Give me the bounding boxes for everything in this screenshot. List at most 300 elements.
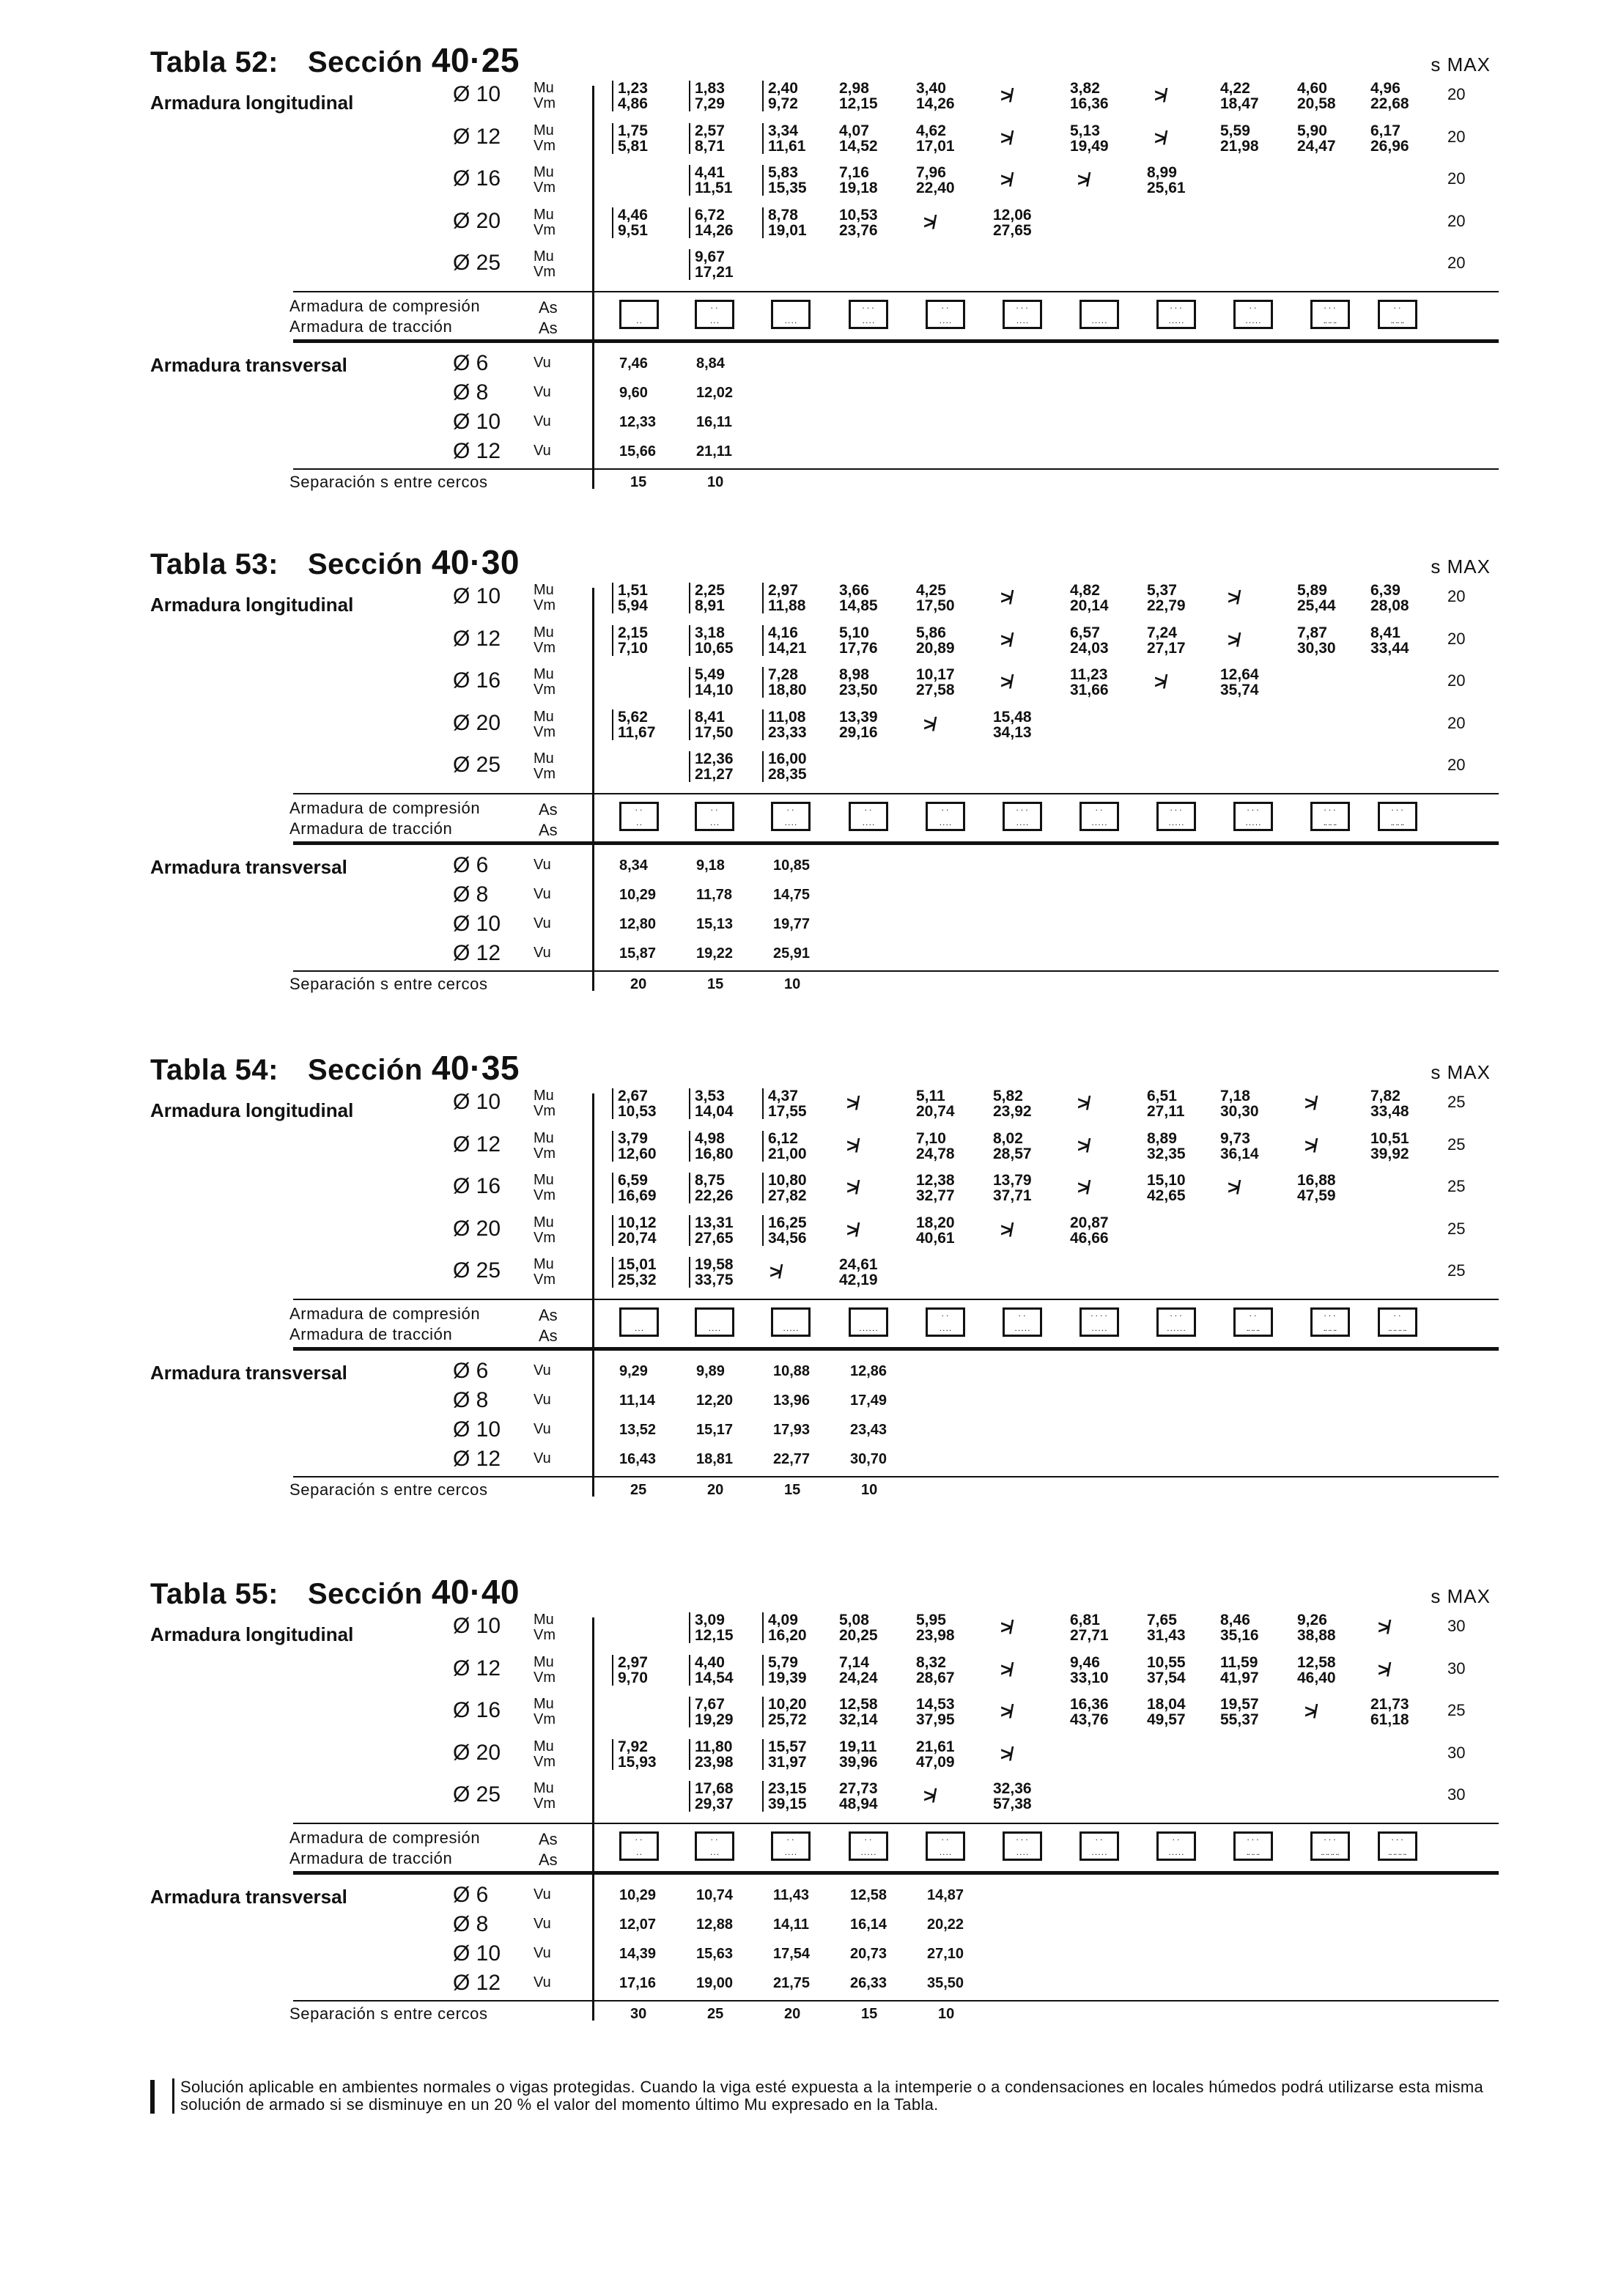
diameter-label: Ø 10 bbox=[453, 82, 501, 106]
moment-cell bbox=[1147, 583, 1223, 613]
moment-cell bbox=[612, 1088, 694, 1119]
moment-cell bbox=[612, 583, 694, 613]
bottom-bars: . . . . bbox=[940, 1851, 951, 1856]
separation-value: 25 bbox=[630, 1482, 647, 1498]
vm-value: 17,50 bbox=[916, 597, 955, 614]
moment-cell bbox=[916, 1131, 992, 1162]
vm-label: Vm bbox=[534, 766, 556, 782]
vm-value: 27,17 bbox=[1147, 640, 1186, 657]
section-diagram bbox=[695, 802, 734, 831]
vm-value: 20,74 bbox=[618, 1230, 657, 1247]
mu-value: 11,08 bbox=[768, 709, 806, 726]
diameter-label: Ø 10 bbox=[453, 1417, 501, 1442]
section-diagram bbox=[1003, 1307, 1042, 1337]
moment-cell bbox=[689, 1781, 771, 1812]
vm-value: 19,39 bbox=[768, 1670, 807, 1686]
mu-vm-label bbox=[534, 1215, 556, 1246]
shear-value: 17,93 bbox=[773, 1422, 811, 1438]
not-greater-than-sign: ≯ bbox=[1000, 671, 1012, 693]
as-label: As bbox=[539, 1851, 558, 1869]
separation-value: 30 bbox=[630, 2006, 647, 2022]
mu-label: Mu bbox=[534, 709, 554, 725]
vm-label: Vm bbox=[534, 724, 556, 740]
mu-value: 21,73 bbox=[1370, 1696, 1409, 1713]
section-diagram bbox=[1310, 1831, 1350, 1861]
vm-value: 35,74 bbox=[1220, 682, 1259, 698]
mu-value: 2,97 bbox=[768, 582, 798, 599]
bottom-bars: . . . . . bbox=[1245, 319, 1261, 325]
table-label: Tabla 53: bbox=[150, 548, 278, 580]
moment-cell bbox=[762, 625, 844, 656]
not-greater-than-sign: ≯ bbox=[1000, 84, 1012, 106]
separation-value: 20 bbox=[784, 2006, 801, 2022]
top-bars: . . bbox=[1019, 1311, 1026, 1318]
vm-value: 25,61 bbox=[1147, 180, 1186, 196]
section-diagram bbox=[1233, 802, 1273, 831]
moment-cell bbox=[839, 709, 915, 740]
top-bars: . . . bbox=[1170, 303, 1183, 310]
table-title bbox=[150, 542, 520, 582]
as-label: As bbox=[539, 298, 558, 317]
moment-cell bbox=[689, 1131, 771, 1162]
vu-label: Vu bbox=[534, 1450, 551, 1466]
moment-cell bbox=[1147, 1697, 1223, 1727]
mu-value: 7,16 bbox=[839, 164, 869, 181]
moment-cell bbox=[1147, 1131, 1223, 1162]
diameter-label: Ø 12 bbox=[453, 1656, 501, 1680]
separation-value: 20 bbox=[630, 976, 647, 992]
moment-cell bbox=[689, 1173, 771, 1203]
moment-cell bbox=[612, 625, 694, 656]
mu-value: 4,25 bbox=[916, 582, 946, 599]
mu-value: 23,15 bbox=[768, 1780, 807, 1797]
shear-value: 14,87 bbox=[927, 1887, 964, 1903]
bottom-bars: . . . . . bbox=[1091, 1327, 1107, 1332]
armadura-longitudinal-label: Armadura longitudinal bbox=[150, 1099, 354, 1121]
mu-label: Mu bbox=[534, 122, 554, 139]
vm-label: Vm bbox=[534, 1103, 556, 1119]
moment-cell bbox=[839, 1697, 915, 1727]
vm-value: 23,50 bbox=[839, 682, 878, 698]
moment-cell bbox=[612, 81, 694, 111]
mu-value: 10,53 bbox=[839, 207, 878, 224]
shear-value: 14,39 bbox=[619, 1946, 657, 1962]
top-bars: . . . bbox=[1324, 1835, 1337, 1842]
moment-cell bbox=[839, 81, 915, 111]
armadura-traccion-label: Armadura de tracción bbox=[289, 317, 453, 336]
section-diagram bbox=[1378, 1831, 1417, 1861]
mu-value: 12,06 bbox=[993, 207, 1032, 224]
shear-value: 19,00 bbox=[696, 1975, 734, 1991]
vm-value: 14,54 bbox=[695, 1670, 734, 1686]
bottom-bars: . . . . . bbox=[1014, 1327, 1030, 1332]
vu-label: Vu bbox=[534, 915, 551, 931]
section-diagram bbox=[1233, 1831, 1273, 1861]
mu-value: 7,92 bbox=[618, 1738, 648, 1755]
bottom-bars: .. .. .. bbox=[1391, 319, 1404, 325]
mu-value: 11,59 bbox=[1220, 1654, 1258, 1671]
mu-value: 11,80 bbox=[695, 1738, 733, 1755]
moment-cell bbox=[1070, 625, 1146, 656]
smax-value: 20 bbox=[1447, 85, 1466, 103]
moment-cell bbox=[1147, 1655, 1223, 1686]
moment-cell bbox=[689, 1739, 771, 1770]
vm-label: Vm bbox=[534, 1187, 556, 1203]
section-diagram bbox=[849, 1307, 888, 1337]
mu-value: 5,79 bbox=[768, 1654, 798, 1671]
moment-cell bbox=[916, 625, 992, 656]
section-diagram bbox=[1156, 300, 1196, 329]
mu-label: Mu bbox=[534, 1130, 554, 1146]
vm-value: 38,88 bbox=[1297, 1627, 1336, 1644]
vm-label: Vm bbox=[534, 1230, 556, 1246]
moment-cell bbox=[612, 1131, 694, 1162]
smax-value: 25 bbox=[1447, 1701, 1466, 1719]
moment-cell bbox=[916, 583, 992, 613]
bottom-bars: . . . . . bbox=[783, 1327, 798, 1332]
mu-value: 5,95 bbox=[916, 1612, 946, 1628]
shear-value: 8,34 bbox=[619, 857, 648, 874]
mu-vm-label bbox=[534, 751, 556, 782]
vm-value: 12,15 bbox=[839, 95, 878, 112]
armadura-traccion-label: Armadura de tracción bbox=[289, 1325, 453, 1343]
vm-value: 9,70 bbox=[618, 1670, 648, 1686]
moment-cell bbox=[762, 1739, 844, 1770]
vm-value: 34,56 bbox=[768, 1230, 807, 1247]
vm-value: 30,30 bbox=[1297, 640, 1336, 657]
moment-cell bbox=[916, 123, 992, 154]
moment-cell bbox=[689, 207, 771, 238]
table-label: Tabla 52: bbox=[150, 46, 278, 78]
not-greater-than-sign: ≯ bbox=[1077, 169, 1089, 191]
diameter-label: Ø 25 bbox=[453, 1782, 501, 1807]
vm-value: 42,19 bbox=[839, 1272, 878, 1288]
vm-value: 22,40 bbox=[916, 180, 955, 196]
mu-value: 12,36 bbox=[695, 750, 734, 767]
not-greater-than-sign: ≯ bbox=[1228, 586, 1239, 608]
separation-value: 15 bbox=[784, 1482, 801, 1498]
vm-value: 28,08 bbox=[1370, 597, 1409, 614]
vm-label: Vm bbox=[534, 1796, 556, 1812]
vm-label: Vm bbox=[534, 1670, 556, 1686]
moment-cell bbox=[762, 583, 844, 613]
smax-value: 25 bbox=[1447, 1261, 1466, 1280]
top-bars: . . . bbox=[1247, 805, 1260, 812]
top-bars: . . bbox=[1096, 805, 1103, 812]
vu-label: Vu bbox=[534, 1362, 551, 1379]
not-greater-than-sign: ≯ bbox=[1000, 586, 1012, 608]
section-diagram bbox=[1079, 300, 1119, 329]
vu-label: Vu bbox=[534, 1392, 551, 1408]
top-bars: . . bbox=[1394, 1311, 1401, 1318]
moment-cell bbox=[916, 1697, 992, 1727]
section-dimensions: 40·30 bbox=[431, 543, 520, 581]
section-diagram bbox=[926, 1307, 965, 1337]
vu-label: Vu bbox=[534, 355, 551, 371]
moment-cell bbox=[839, 1257, 915, 1288]
top-bars: . . bbox=[1394, 303, 1401, 310]
moment-cell bbox=[1297, 1173, 1373, 1203]
mu-value: 6,39 bbox=[1370, 582, 1400, 599]
vm-value: 11,51 bbox=[695, 180, 733, 196]
diameter-label: Ø 10 bbox=[453, 1941, 501, 1966]
section-diagram bbox=[849, 300, 888, 329]
mu-value: 12,58 bbox=[839, 1696, 878, 1713]
section-diagram bbox=[1378, 300, 1417, 329]
vm-value: 33,75 bbox=[695, 1272, 734, 1288]
mu-value: 2,25 bbox=[695, 582, 725, 599]
diameter-label: Ø 12 bbox=[453, 125, 501, 149]
moment-cell bbox=[916, 1173, 992, 1203]
diameter-label: Ø 16 bbox=[453, 1174, 501, 1198]
mu-value: 3,79 bbox=[618, 1130, 648, 1147]
vu-label: Vu bbox=[534, 1945, 551, 1961]
top-bars: . . bbox=[787, 805, 794, 812]
section-diagram bbox=[771, 300, 811, 329]
moment-cell bbox=[916, 1088, 992, 1119]
moment-cell bbox=[993, 207, 1069, 238]
shear-value: 35,50 bbox=[927, 1975, 964, 1991]
top-bars: . . bbox=[635, 1835, 643, 1842]
vm-value: 34,13 bbox=[993, 724, 1032, 741]
vm-value: 25,32 bbox=[618, 1272, 657, 1288]
divider-line bbox=[293, 1476, 1499, 1477]
not-greater-than-sign: ≯ bbox=[1000, 169, 1012, 191]
not-greater-than-sign: ≯ bbox=[1154, 671, 1166, 693]
mu-value: 11,23 bbox=[1070, 666, 1108, 683]
mu-vm-label bbox=[534, 709, 556, 740]
shear-value: 10,29 bbox=[619, 1887, 657, 1903]
table-53 bbox=[0, 542, 1624, 997]
moment-cell bbox=[1147, 1612, 1223, 1643]
moment-cell bbox=[689, 165, 771, 196]
section-diagram bbox=[926, 1831, 965, 1861]
bottom-bars: . . bbox=[636, 1851, 642, 1856]
divider-line-thick bbox=[293, 339, 1499, 343]
as-label: As bbox=[539, 821, 558, 839]
mu-value: 7,28 bbox=[768, 666, 798, 683]
moment-cell bbox=[612, 123, 694, 154]
moment-cell bbox=[1220, 667, 1296, 698]
diameter-label: Ø 20 bbox=[453, 1217, 501, 1241]
smax-value: 20 bbox=[1447, 587, 1466, 605]
moment-cell bbox=[1220, 1697, 1296, 1727]
mu-value: 16,25 bbox=[768, 1214, 807, 1231]
section-diagram bbox=[849, 1831, 888, 1861]
as-label: As bbox=[539, 319, 558, 337]
bottom-bars: .. .. .. .. bbox=[1388, 1327, 1407, 1332]
vm-value: 31,66 bbox=[1070, 682, 1109, 698]
not-greater-than-sign: ≯ bbox=[1304, 1134, 1316, 1156]
mu-value: 16,88 bbox=[1297, 1172, 1336, 1189]
mu-value: 15,57 bbox=[768, 1738, 807, 1755]
moment-cell bbox=[1370, 123, 1447, 154]
mu-vm-label bbox=[534, 1697, 556, 1727]
mu-value: 4,09 bbox=[768, 1612, 798, 1628]
moment-cell bbox=[839, 583, 915, 613]
mu-value: 4,40 bbox=[695, 1654, 725, 1671]
vm-value: 20,25 bbox=[839, 1627, 878, 1644]
moment-cell bbox=[839, 1655, 915, 1686]
mu-value: 6,51 bbox=[1147, 1088, 1177, 1104]
top-bars: . . . bbox=[1324, 1311, 1337, 1318]
bottom-bars: .. .. .. bbox=[1324, 1327, 1337, 1332]
moment-cell bbox=[1147, 625, 1223, 656]
vm-value: 8,71 bbox=[695, 138, 725, 155]
moment-cell bbox=[1220, 1131, 1296, 1162]
smax-header: s MAX bbox=[1431, 556, 1491, 578]
top-bars: . . bbox=[865, 1835, 872, 1842]
vm-value: 12,15 bbox=[695, 1627, 734, 1644]
moment-cell bbox=[762, 81, 844, 111]
mu-value: 12,58 bbox=[1297, 1654, 1336, 1671]
moment-cell bbox=[689, 81, 771, 111]
vm-value: 23,92 bbox=[993, 1103, 1032, 1120]
mu-value: 10,80 bbox=[768, 1172, 807, 1189]
mu-value: 17,68 bbox=[695, 1780, 734, 1797]
top-bars: . . . bbox=[1391, 1835, 1404, 1842]
bottom-bars: . . . . . bbox=[1091, 821, 1107, 827]
bottom-bars: .. .. .. bbox=[1391, 821, 1404, 827]
smax-value: 30 bbox=[1447, 1659, 1466, 1678]
mu-value: 4,16 bbox=[768, 624, 798, 641]
moment-cell bbox=[993, 1088, 1069, 1119]
mu-value: 2,98 bbox=[839, 80, 869, 97]
section-diagram bbox=[1079, 802, 1119, 831]
not-greater-than-sign: ≯ bbox=[923, 211, 935, 233]
moment-cell bbox=[689, 1215, 771, 1246]
moment-cell bbox=[993, 1173, 1069, 1203]
section-diagram bbox=[1003, 300, 1042, 329]
shear-value: 26,33 bbox=[850, 1975, 887, 1991]
top-bars: . . bbox=[942, 805, 949, 812]
vm-value: 31,97 bbox=[768, 1754, 807, 1771]
vm-value: 11,88 bbox=[768, 597, 806, 614]
vm-value: 31,43 bbox=[1147, 1627, 1186, 1644]
vm-value: 20,74 bbox=[916, 1103, 955, 1120]
top-bars: . . bbox=[865, 805, 872, 812]
mu-value: 8,41 bbox=[695, 709, 725, 726]
vu-label: Vu bbox=[534, 945, 551, 961]
vm-label: Vm bbox=[534, 95, 556, 111]
bottom-bars: . . . . . . bbox=[859, 1327, 878, 1332]
not-greater-than-sign: ≯ bbox=[1378, 1659, 1389, 1680]
shear-value: 10,85 bbox=[773, 857, 811, 874]
mu-label: Mu bbox=[534, 164, 554, 180]
shear-value: 9,60 bbox=[619, 385, 648, 401]
mu-vm-label bbox=[534, 1088, 556, 1119]
armadura-traccion-label: Armadura de tracción bbox=[289, 819, 453, 838]
mu-value: 9,73 bbox=[1220, 1130, 1250, 1147]
vm-value: 5,81 bbox=[618, 138, 648, 155]
mu-value: 14,53 bbox=[916, 1696, 955, 1713]
mu-value: 2,57 bbox=[695, 122, 725, 139]
separacion-label: Separación s entre cercos bbox=[289, 473, 488, 491]
bottom-bars: . . . . . bbox=[1168, 1851, 1184, 1856]
armadura-compresion-label: Armadura de compresión bbox=[289, 799, 481, 817]
vu-label: Vu bbox=[534, 886, 551, 902]
mu-value: 9,46 bbox=[1070, 1654, 1100, 1671]
as-label: As bbox=[539, 800, 558, 819]
mu-value: 7,24 bbox=[1147, 624, 1177, 641]
mu-value: 7,96 bbox=[916, 164, 946, 181]
footnote: Solución aplicable en ambientes normales o vigas protegidas. Cuando la viga esté expuesta a la intemperie o a condensaciones en locales húmedos podrá utilizarse esta misma solución de armado si se disminuye en un 20 % el valor del momento último Mu expresado en la Tabla. bbox=[172, 2078, 1499, 2114]
moment-cell bbox=[916, 1739, 992, 1770]
mu-value: 18,20 bbox=[916, 1214, 955, 1231]
vu-label: Vu bbox=[534, 1916, 551, 1932]
vm-value: 14,10 bbox=[695, 682, 734, 698]
bottom-bars: . . . . bbox=[1016, 821, 1028, 827]
vu-label: Vu bbox=[534, 413, 551, 429]
moment-cell bbox=[839, 1612, 915, 1643]
smax-value: 30 bbox=[1447, 1785, 1466, 1804]
armadura-longitudinal-label: Armadura longitudinal bbox=[150, 92, 354, 114]
moment-cell bbox=[762, 207, 844, 238]
vm-value: 19,01 bbox=[768, 222, 807, 239]
vm-value: 33,48 bbox=[1370, 1103, 1409, 1120]
vm-value: 37,95 bbox=[916, 1711, 955, 1728]
section-diagram bbox=[695, 300, 734, 329]
bottom-bars: . . bbox=[636, 319, 642, 325]
not-greater-than-sign: ≯ bbox=[1077, 1092, 1089, 1114]
shear-value: 15,17 bbox=[696, 1422, 734, 1438]
vm-value: 23,76 bbox=[839, 222, 878, 239]
shear-value: 11,14 bbox=[619, 1392, 655, 1409]
vm-value: 27,82 bbox=[768, 1187, 807, 1204]
diameter-label: Ø 20 bbox=[453, 711, 501, 735]
mu-value: 5,59 bbox=[1220, 122, 1250, 139]
section-diagram bbox=[695, 1831, 734, 1861]
diameter-label: Ø 10 bbox=[453, 410, 501, 434]
mu-value: 5,37 bbox=[1147, 582, 1177, 599]
vm-value: 14,26 bbox=[695, 222, 734, 239]
mu-value: 4,60 bbox=[1297, 80, 1327, 97]
bottom-bars: .. .. .. .. bbox=[1388, 1851, 1407, 1856]
vm-value: 27,65 bbox=[993, 222, 1032, 239]
diameter-label: Ø 20 bbox=[453, 209, 501, 233]
bottom-bars: . . . . bbox=[863, 821, 874, 827]
shear-value: 10,74 bbox=[696, 1887, 734, 1903]
mu-label: Mu bbox=[534, 248, 554, 265]
moment-cell bbox=[1297, 81, 1373, 111]
moment-cell bbox=[762, 667, 844, 698]
diameter-label: Ø 8 bbox=[453, 1912, 489, 1936]
mu-value: 4,96 bbox=[1370, 80, 1400, 97]
shear-value: 20,73 bbox=[850, 1946, 887, 1962]
mu-vm-label bbox=[534, 583, 556, 613]
mu-vm-label bbox=[534, 1173, 556, 1203]
shear-value: 23,43 bbox=[850, 1422, 887, 1438]
vm-value: 17,76 bbox=[839, 640, 878, 657]
vm-value: 12,60 bbox=[618, 1145, 657, 1162]
bottom-bars: . . bbox=[636, 821, 642, 827]
mu-value: 8,02 bbox=[993, 1130, 1023, 1147]
mu-value: 3,09 bbox=[695, 1612, 725, 1628]
vm-value: 47,09 bbox=[916, 1754, 955, 1771]
vm-value: 48,94 bbox=[839, 1796, 878, 1812]
moment-cell bbox=[689, 667, 771, 698]
section-diagram bbox=[1378, 1307, 1417, 1337]
shear-value: 8,84 bbox=[696, 355, 725, 372]
vm-label: Vm bbox=[534, 138, 556, 154]
vm-value: 41,97 bbox=[1220, 1670, 1259, 1686]
mu-value: 5,08 bbox=[839, 1612, 869, 1628]
vm-label: Vm bbox=[534, 180, 556, 196]
diameter-label: Ø 12 bbox=[453, 1971, 501, 1995]
mu-value: 5,10 bbox=[839, 624, 869, 641]
mu-value: 32,36 bbox=[993, 1780, 1032, 1797]
smax-value: 30 bbox=[1447, 1617, 1466, 1635]
